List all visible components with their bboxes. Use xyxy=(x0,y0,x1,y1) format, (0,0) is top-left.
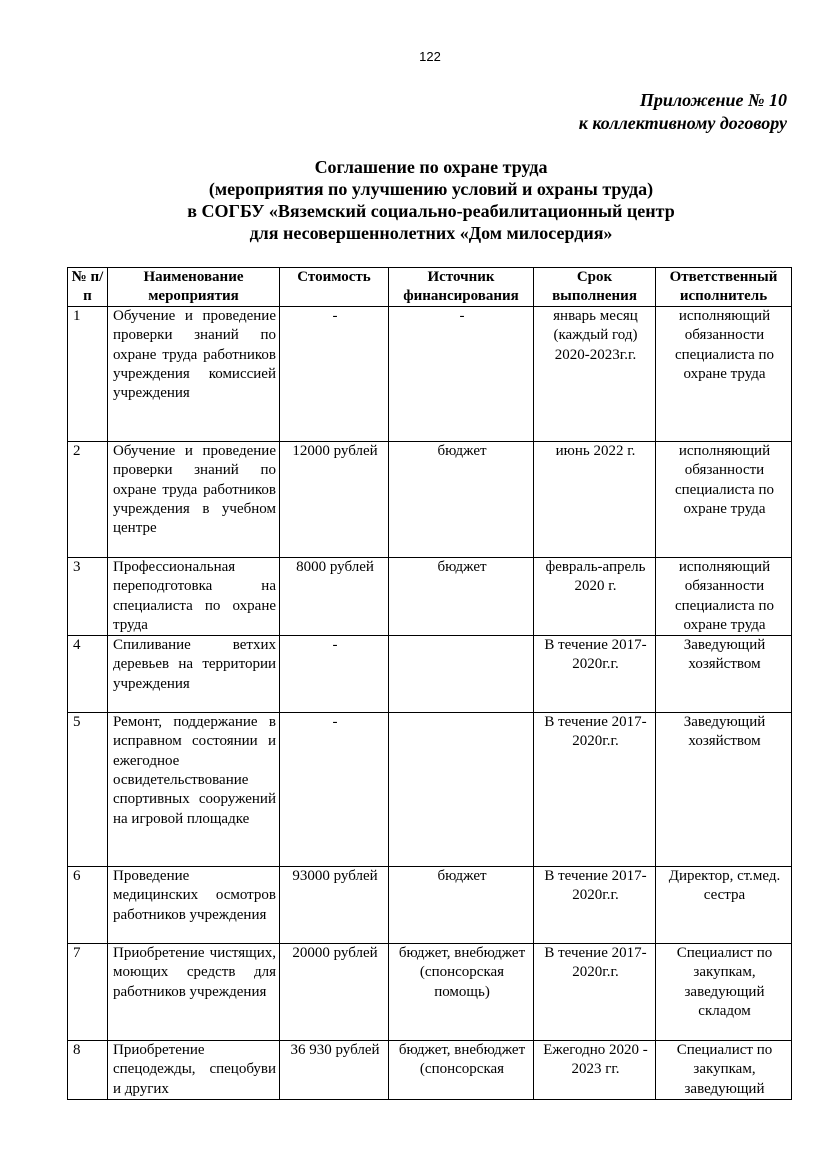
cell-source: бюджет, внебюджет (спонсорская xyxy=(389,1041,534,1100)
measures-table xyxy=(67,267,792,1100)
appendix-line-2: к коллективному договору xyxy=(578,113,787,133)
cell-name: Спиливание ветхих деревьев на территории учреждения xyxy=(108,636,280,713)
header-cost: Стоимость xyxy=(280,268,389,307)
cell-cost: 12000 рублей xyxy=(280,442,389,558)
cell-num: 5 xyxy=(68,713,108,867)
appendix-line-1: Приложение № 10 xyxy=(639,90,787,110)
table-row xyxy=(68,867,792,944)
cell-num: 2 xyxy=(68,442,108,558)
cell-source: бюджет, внебюджет (спонсорская помощь) xyxy=(389,944,534,1041)
document-title xyxy=(0,156,827,244)
cell-source: бюджет xyxy=(389,867,534,944)
appendix-note xyxy=(579,89,787,135)
table-header-row xyxy=(68,268,792,307)
table-row xyxy=(68,307,792,442)
cell-cost: - xyxy=(280,713,389,867)
cell-name: Приобретение чистящих, моющих средств для работников учреждения xyxy=(108,944,280,1041)
cell-cost: 93000 рублей xyxy=(280,867,389,944)
header-num: № п/п xyxy=(68,268,108,307)
cell-num: 6 xyxy=(68,867,108,944)
title-line-3: в СОГБУ «Вяземский социально-реабилитационный центр xyxy=(187,201,675,221)
table-row xyxy=(68,558,792,636)
cell-term: январь месяц (каждый год) 2020-2023г.г. xyxy=(534,307,656,442)
table-row xyxy=(68,1041,792,1100)
cell-source: бюджет xyxy=(389,442,534,558)
cell-name: Приобретение спецодежды, спецобуви и других xyxy=(108,1041,280,1100)
cell-responsible: Специалист по закупкам, заведующий xyxy=(656,1041,792,1100)
title-line-4: для несовершеннолетних «Дом милосердия» xyxy=(249,223,613,243)
cell-num: 4 xyxy=(68,636,108,713)
table-row xyxy=(68,636,792,713)
header-name: Наименование мероприятия xyxy=(108,268,280,307)
cell-responsible: Заведующий хозяйством xyxy=(656,713,792,867)
header-responsible: Ответственный исполнитель xyxy=(656,268,792,307)
cell-source xyxy=(389,713,534,867)
cell-num: 8 xyxy=(68,1041,108,1100)
cell-term: февраль-апрель 2020 г. xyxy=(534,558,656,636)
header-term: Срок выполнения xyxy=(534,268,656,307)
cell-term: В течение 2017-2020г.г. xyxy=(534,636,656,713)
page-number: 122 xyxy=(419,49,441,64)
table-row xyxy=(68,442,792,558)
cell-responsible: Специалист по закупкам, заведующий складом xyxy=(656,944,792,1041)
cell-source: - xyxy=(389,307,534,442)
cell-responsible: исполняющий обязанности специалиста по охране труда xyxy=(656,442,792,558)
cell-num: 7 xyxy=(68,944,108,1041)
cell-source: бюджет xyxy=(389,558,534,636)
table-row xyxy=(68,944,792,1041)
cell-term: Ежегодно 2020 - 2023 гг. xyxy=(534,1041,656,1100)
cell-term: В течение 2017-2020г.г. xyxy=(534,713,656,867)
cell-name: Профессиональная переподготовка на специалиста по охране труда xyxy=(108,558,280,636)
cell-responsible: Директор, ст.мед. сестра xyxy=(656,867,792,944)
table-row xyxy=(68,713,792,867)
cell-responsible: исполняющий обязанности специалиста по охране труда xyxy=(656,558,792,636)
cell-term: В течение 2017-2020г.г. xyxy=(534,867,656,944)
cell-cost: - xyxy=(280,636,389,713)
cell-name: Обучение и проведение проверки знаний по охране труда работников учреждения комиссией учреждения xyxy=(108,307,280,442)
cell-name: Проведение медицинских осмотров работников учреждения xyxy=(108,867,280,944)
cell-term: июнь 2022 г. xyxy=(534,442,656,558)
cell-term: В течение 2017-2020г.г. xyxy=(534,944,656,1041)
title-line-2: (мероприятия по улучшению условий и охраны труда) xyxy=(208,179,654,199)
cell-name: Обучение и проведение проверки знаний по охране труда работников учреждения в учебном центре xyxy=(108,442,280,558)
cell-responsible: исполняющий обязанности специалиста по охране труда xyxy=(656,307,792,442)
cell-num: 3 xyxy=(68,558,108,636)
header-source: Источник финансирования xyxy=(389,268,534,307)
title-line-1: Соглашение по охране труда xyxy=(314,157,548,177)
cell-cost: 8000 рублей xyxy=(280,558,389,636)
cell-source xyxy=(389,636,534,713)
cell-cost: 20000 рублей xyxy=(280,944,389,1041)
cell-num: 1 xyxy=(68,307,108,442)
cell-cost: 36 930 рублей xyxy=(280,1041,389,1100)
cell-cost: - xyxy=(280,307,389,442)
cell-name: Ремонт, поддержание в исправном состоянии и ежегодное освидетельствование спортивных сооружений на игровой площадке xyxy=(108,713,280,867)
cell-responsible: Заведующий хозяйством xyxy=(656,636,792,713)
